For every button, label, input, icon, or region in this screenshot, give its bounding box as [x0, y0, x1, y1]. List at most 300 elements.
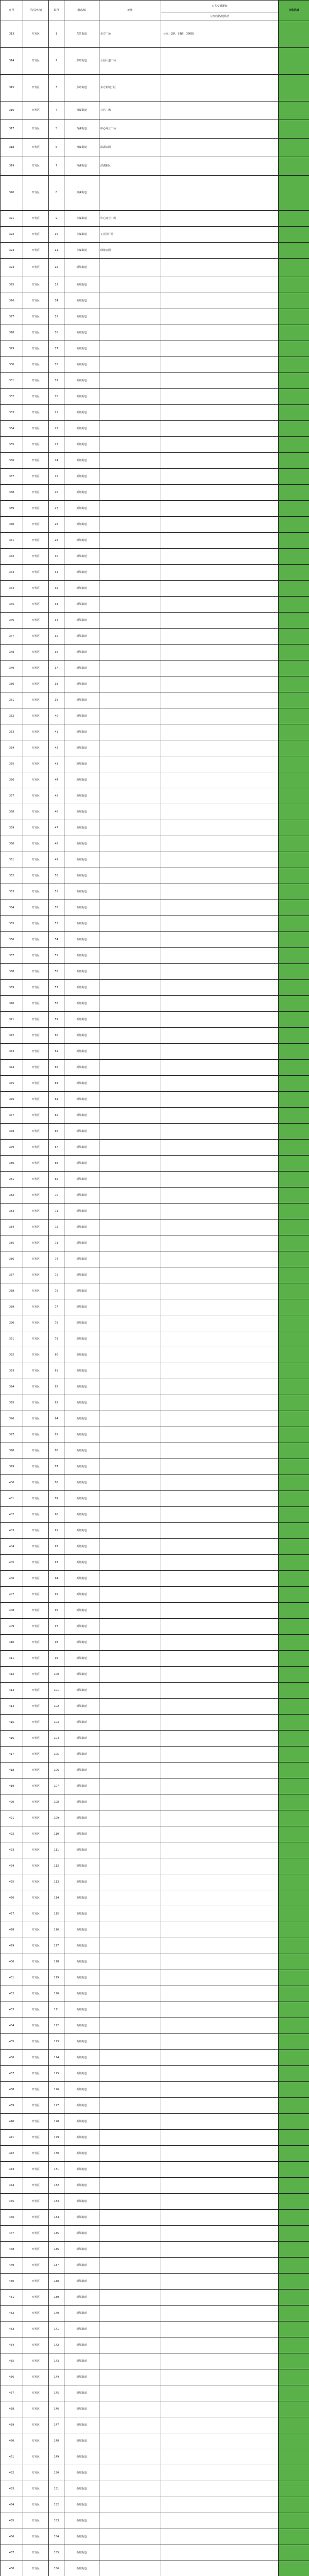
cell-select-area[interactable] — [279, 613, 309, 629]
cell-select-area[interactable] — [279, 1970, 309, 1986]
cell-select-area[interactable] — [279, 772, 309, 788]
cell-location — [99, 1842, 161, 1858]
cell-no: 97 — [49, 1619, 64, 1635]
cell-bus-lines — [161, 1172, 279, 1188]
cell-select-area[interactable] — [279, 1842, 309, 1858]
cell-select-area[interactable] — [279, 1731, 309, 1747]
cell-seq: 373 — [1, 1044, 23, 1060]
cell-location — [99, 259, 161, 277]
cell-select-area[interactable] — [279, 1251, 309, 1267]
cell-subdistrict: 新城街道 — [64, 1826, 99, 1842]
cell-district: 开发区 — [23, 1842, 49, 1858]
cell-select-area[interactable] — [279, 660, 309, 676]
cell-seq: 443 — [1, 2162, 23, 2178]
cell-select-area[interactable] — [279, 1778, 309, 1794]
cell-select-area[interactable] — [279, 1459, 309, 1475]
table-row — [1, 211, 309, 227]
cell-select-area[interactable] — [279, 2290, 309, 2306]
cell-select-area[interactable] — [279, 1315, 309, 1331]
cell-subdistrict: 新城街道 — [64, 788, 99, 804]
cell-select-area[interactable] — [279, 1651, 309, 1667]
cell-subdistrict: 新城街道 — [64, 2274, 99, 2290]
cell-seq: 334 — [1, 421, 23, 437]
cell-bus-lines — [161, 533, 279, 549]
cell-select-area[interactable] — [279, 2306, 309, 2321]
cell-select-area[interactable] — [279, 1219, 309, 1235]
cell-select-area[interactable] — [279, 1794, 309, 1810]
cell-select-area[interactable] — [279, 2561, 309, 2576]
table-row — [1, 884, 309, 900]
cell-select-area[interactable] — [279, 2513, 309, 2529]
cell-select-area[interactable] — [279, 1874, 309, 1890]
cell-district: 开发区 — [23, 1794, 49, 1810]
cell-select-area[interactable] — [279, 1108, 309, 1124]
cell-district: 开发区 — [23, 1156, 49, 1172]
cell-select-area[interactable] — [279, 1603, 309, 1619]
cell-select-area[interactable] — [279, 1411, 309, 1427]
cell-seq: 340 — [1, 517, 23, 533]
cell-select-area[interactable] — [279, 2130, 309, 2146]
cell-no: 66 — [49, 1124, 64, 1140]
table-row — [1, 2306, 309, 2321]
cell-select-area[interactable] — [279, 1299, 309, 1315]
cell-select-area[interactable] — [279, 1283, 309, 1299]
cell-seq: 414 — [1, 1699, 23, 1715]
cell-bus-lines — [161, 485, 279, 501]
cell-select-area[interactable] — [279, 1826, 309, 1842]
cell-select-area[interactable] — [279, 389, 309, 405]
cell-select-area[interactable] — [279, 932, 309, 948]
cell-location — [99, 2258, 161, 2274]
cell-select-area[interactable] — [279, 1204, 309, 1219]
cell-select-area[interactable] — [279, 21, 309, 48]
cell-select-area[interactable] — [279, 2034, 309, 2050]
table-row — [1, 1539, 309, 1555]
table-row — [1, 2369, 309, 2385]
cell-select-area[interactable] — [279, 2369, 309, 2385]
cell-select-area[interactable] — [279, 964, 309, 980]
cell-select-area[interactable] — [279, 2162, 309, 2178]
cell-select-area[interactable] — [279, 565, 309, 581]
cell-select-area[interactable] — [279, 2242, 309, 2258]
cell-select-area[interactable] — [279, 1954, 309, 1970]
cell-no: 69 — [49, 1172, 64, 1188]
cell-district: 开发区 — [23, 1363, 49, 1379]
cell-location — [99, 1172, 161, 1188]
cell-select-area[interactable] — [279, 2353, 309, 2369]
cell-seq: 369 — [1, 980, 23, 996]
cell-select-area[interactable] — [279, 868, 309, 884]
cell-select-area[interactable] — [279, 2002, 309, 2018]
cell-no: 35 — [49, 629, 64, 645]
table-row — [1, 485, 309, 501]
cell-select-area[interactable] — [279, 2178, 309, 2194]
cell-subdistrict: 新城街道 — [64, 485, 99, 501]
cell-select-area[interactable] — [279, 1012, 309, 1028]
cell-select-area[interactable] — [279, 2114, 309, 2130]
cell-bus-lines — [161, 868, 279, 884]
cell-select-area[interactable] — [279, 1635, 309, 1651]
cell-district: 开发区 — [23, 1571, 49, 1587]
cell-select-area[interactable] — [279, 2401, 309, 2417]
cell-select-area[interactable] — [279, 2545, 309, 2561]
cell-select-area[interactable] — [279, 373, 309, 389]
table-row — [1, 2481, 309, 2497]
cell-subdistrict: 新城街道 — [64, 1411, 99, 1427]
cell-no: 78 — [49, 1315, 64, 1331]
cell-select-area[interactable] — [279, 1858, 309, 1874]
cell-select-area[interactable] — [279, 1539, 309, 1555]
cell-select-area[interactable] — [279, 2018, 309, 2034]
cell-select-area[interactable] — [279, 421, 309, 437]
cell-location — [99, 1124, 161, 1140]
cell-select-area[interactable] — [279, 2194, 309, 2210]
cell-no: 155 — [49, 2545, 64, 2561]
cell-select-area[interactable] — [279, 1747, 309, 1762]
cell-select-area[interactable] — [279, 852, 309, 868]
cell-subdistrict: 新城街道 — [64, 2098, 99, 2114]
cell-select-area[interactable] — [279, 1667, 309, 1683]
cell-select-area[interactable] — [279, 405, 309, 421]
cell-select-area[interactable] — [279, 1571, 309, 1587]
cell-district: 开发区 — [23, 1172, 49, 1188]
cell-bus-lines — [161, 1587, 279, 1603]
cell-select-area[interactable] — [279, 1762, 309, 1778]
cell-select-area[interactable] — [279, 120, 309, 139]
cell-district: 开发区 — [23, 2529, 49, 2545]
cell-select-area[interactable] — [279, 2210, 309, 2226]
cell-no: 59 — [49, 1012, 64, 1028]
cell-seq: 383 — [1, 1204, 23, 1219]
cell-select-area[interactable] — [279, 176, 309, 211]
cell-subdistrict: 新城街道 — [64, 1555, 99, 1571]
cell-select-area[interactable] — [279, 211, 309, 227]
table-row — [1, 996, 309, 1012]
cell-select-area[interactable] — [279, 293, 309, 309]
cell-location — [99, 740, 161, 756]
cell-select-area[interactable] — [279, 1267, 309, 1283]
cell-select-area[interactable] — [279, 277, 309, 293]
cell-no: 82 — [49, 1379, 64, 1395]
cell-select-area[interactable] — [279, 900, 309, 916]
cell-select-area[interactable] — [279, 437, 309, 453]
table-row — [1, 788, 309, 804]
cell-select-area[interactable] — [279, 75, 309, 101]
cell-no: 91 — [49, 1523, 64, 1539]
cell-select-area[interactable] — [279, 1906, 309, 1922]
cell-select-area[interactable] — [279, 549, 309, 565]
cell-select-area[interactable] — [279, 1810, 309, 1826]
cell-select-area[interactable] — [279, 724, 309, 740]
cell-select-area[interactable] — [279, 1379, 309, 1395]
cell-bus-lines — [161, 1395, 279, 1411]
cell-location — [99, 1491, 161, 1507]
cell-select-area[interactable] — [279, 1986, 309, 2002]
cell-district: 开发区 — [23, 1747, 49, 1762]
cell-seq: 366 — [1, 932, 23, 948]
cell-select-area[interactable] — [279, 2497, 309, 2513]
cell-select-area[interactable] — [279, 836, 309, 852]
cell-bus-lines — [161, 948, 279, 964]
cell-select-area[interactable] — [279, 1235, 309, 1251]
cell-select-area[interactable] — [279, 1156, 309, 1172]
cell-select-area[interactable] — [279, 1044, 309, 1060]
cell-select-area[interactable] — [279, 2226, 309, 2242]
cell-no: 6 — [49, 139, 64, 157]
cell-select-area[interactable] — [279, 2337, 309, 2353]
cell-select-area[interactable] — [279, 2146, 309, 2162]
cell-bus-lines — [161, 980, 279, 996]
cell-select-area[interactable] — [279, 48, 309, 75]
cell-select-area[interactable] — [279, 1683, 309, 1699]
cell-select-area[interactable] — [279, 227, 309, 243]
cell-select-area[interactable] — [279, 2529, 309, 2545]
cell-select-area[interactable] — [279, 1347, 309, 1363]
cell-location — [99, 2274, 161, 2290]
cell-district: 开发区 — [23, 1810, 49, 1826]
cell-no: 143 — [49, 2353, 64, 2369]
cell-select-area[interactable] — [279, 1028, 309, 1044]
cell-no: 93 — [49, 1555, 64, 1571]
cell-select-area[interactable] — [279, 501, 309, 517]
table-row — [1, 277, 309, 293]
cell-bus-lines — [161, 2417, 279, 2433]
cell-seq: 313 — [1, 21, 23, 48]
cell-select-area[interactable] — [279, 820, 309, 836]
cell-select-area[interactable] — [279, 1715, 309, 1731]
cell-select-area[interactable] — [279, 1491, 309, 1507]
cell-select-area[interactable] — [279, 2449, 309, 2465]
cell-select-area[interactable] — [279, 341, 309, 357]
cell-bus-lines — [161, 2210, 279, 2226]
cell-district: 开发区 — [23, 120, 49, 139]
cell-bus-lines — [161, 1331, 279, 1347]
cell-location — [99, 1267, 161, 1283]
table-row — [1, 772, 309, 788]
cell-select-area[interactable] — [279, 2417, 309, 2433]
header-bus-group: 公共交通配套 — [161, 1, 279, 12]
header-seq: 序号 — [1, 1, 23, 21]
cell-subdistrict: 新城街道 — [64, 1603, 99, 1619]
cell-bus-lines — [161, 1794, 279, 1810]
cell-select-area[interactable] — [279, 2082, 309, 2098]
cell-select-area[interactable] — [279, 916, 309, 932]
cell-select-area[interactable] — [279, 517, 309, 533]
cell-select-area[interactable] — [279, 101, 309, 120]
cell-select-area[interactable] — [279, 948, 309, 964]
cell-district: 开发区 — [23, 293, 49, 309]
cell-location — [99, 692, 161, 708]
cell-select-area[interactable] — [279, 157, 309, 176]
cell-location — [99, 373, 161, 389]
cell-bus-lines — [161, 1747, 279, 1762]
cell-subdistrict: 新城街道 — [64, 2561, 99, 2576]
cell-bus-lines — [161, 1858, 279, 1874]
cell-bus-lines — [161, 1108, 279, 1124]
cell-select-area[interactable] — [279, 1938, 309, 1954]
cell-seq: 359 — [1, 820, 23, 836]
cell-select-area[interactable] — [279, 2385, 309, 2401]
cell-location — [99, 916, 161, 932]
cell-subdistrict: 新城街道 — [64, 325, 99, 341]
cell-district: 开发区 — [23, 613, 49, 629]
cell-subdistrict: 新城街道 — [64, 964, 99, 980]
cell-seq: 427 — [1, 1906, 23, 1922]
cell-no: 17 — [49, 341, 64, 357]
cell-select-area[interactable] — [279, 788, 309, 804]
cell-select-area[interactable] — [279, 1188, 309, 1204]
cell-select-area[interactable] — [279, 2321, 309, 2337]
cell-seq: 331 — [1, 373, 23, 389]
cell-seq: 449 — [1, 2258, 23, 2274]
cell-subdistrict: 新城街道 — [64, 613, 99, 629]
table-row — [1, 120, 309, 139]
cell-select-area[interactable] — [279, 581, 309, 597]
cell-select-area[interactable] — [279, 804, 309, 820]
cell-select-area[interactable] — [279, 259, 309, 277]
cell-select-area[interactable] — [279, 1922, 309, 1938]
cell-no: 29 — [49, 533, 64, 549]
cell-select-area[interactable] — [279, 884, 309, 900]
cell-select-area[interactable] — [279, 1395, 309, 1411]
cell-location — [99, 2561, 161, 2576]
cell-subdistrict: 新城街道 — [64, 708, 99, 724]
cell-seq: 413 — [1, 1683, 23, 1699]
cell-subdistrict: 新城街道 — [64, 756, 99, 772]
cell-no: 62 — [49, 1060, 64, 1076]
cell-location — [99, 549, 161, 565]
cell-select-area[interactable] — [279, 453, 309, 469]
cell-district: 开发区 — [23, 2226, 49, 2242]
cell-location — [99, 2321, 161, 2337]
cell-select-area[interactable] — [279, 243, 309, 259]
cell-seq: 408 — [1, 1603, 23, 1619]
cell-district: 开发区 — [23, 964, 49, 980]
cell-bus-lines — [161, 1810, 279, 1826]
cell-no: 156 — [49, 2561, 64, 2576]
cell-select-area[interactable] — [279, 756, 309, 772]
cell-select-area[interactable] — [279, 1507, 309, 1523]
cell-select-area[interactable] — [279, 485, 309, 501]
cell-location — [99, 2162, 161, 2178]
cell-select-area[interactable] — [279, 1124, 309, 1140]
cell-select-area[interactable] — [279, 1092, 309, 1108]
cell-select-area[interactable] — [279, 1587, 309, 1603]
cell-select-area[interactable] — [279, 1076, 309, 1092]
cell-subdistrict: 新城街道 — [64, 1699, 99, 1715]
cell-select-area[interactable] — [279, 645, 309, 660]
cell-select-area[interactable] — [279, 357, 309, 373]
cell-district: 开发区 — [23, 1970, 49, 1986]
cell-select-area[interactable] — [279, 1363, 309, 1379]
cell-district: 开发区 — [23, 2481, 49, 2497]
cell-select-area[interactable] — [279, 1523, 309, 1539]
cell-select-area[interactable] — [279, 139, 309, 157]
cell-bus-lines — [161, 1970, 279, 1986]
cell-no: 8 — [49, 176, 64, 211]
cell-district: 开发区 — [23, 1890, 49, 1906]
cell-select-area[interactable] — [279, 1475, 309, 1491]
cell-select-area[interactable] — [279, 1699, 309, 1715]
cell-subdistrict: 新城街道 — [64, 2018, 99, 2034]
cell-select-area[interactable] — [279, 533, 309, 549]
cell-select-area[interactable] — [279, 1331, 309, 1347]
cell-no: 108 — [49, 1794, 64, 1810]
cell-select-area[interactable] — [279, 597, 309, 613]
cell-district: 开发区 — [23, 357, 49, 373]
table-row — [1, 1810, 309, 1826]
cell-no: 19 — [49, 373, 64, 389]
cell-location — [99, 469, 161, 485]
cell-select-area[interactable] — [279, 2481, 309, 2497]
cell-district: 开发区 — [23, 277, 49, 293]
cell-select-area[interactable] — [279, 1172, 309, 1188]
cell-select-area[interactable] — [279, 980, 309, 996]
table-row — [1, 932, 309, 948]
cell-location — [99, 176, 161, 211]
cell-select-area[interactable] — [279, 1427, 309, 1443]
cell-subdistrict: 新城街道 — [64, 1970, 99, 1986]
cell-select-area[interactable] — [279, 1555, 309, 1571]
cell-select-area[interactable] — [279, 2433, 309, 2449]
cell-seq: 389 — [1, 1299, 23, 1315]
cell-select-area[interactable] — [279, 2050, 309, 2066]
table-row — [1, 1954, 309, 1970]
cell-select-area[interactable] — [279, 2465, 309, 2481]
cell-select-area[interactable] — [279, 676, 309, 692]
cell-district: 开发区 — [23, 2130, 49, 2146]
table-row — [1, 916, 309, 932]
cell-subdistrict: 新城街道 — [64, 1331, 99, 1347]
table-row — [1, 2465, 309, 2481]
cell-seq: 337 — [1, 469, 23, 485]
cell-select-area[interactable] — [279, 2258, 309, 2274]
cell-select-area[interactable] — [279, 1890, 309, 1906]
cell-bus-lines — [161, 2545, 279, 2561]
table-row — [1, 1587, 309, 1603]
cell-select-area[interactable] — [279, 629, 309, 645]
cell-seq: 325 — [1, 277, 23, 293]
cell-seq: 429 — [1, 1938, 23, 1954]
cell-seq: 336 — [1, 453, 23, 469]
cell-subdistrict: 新城街道 — [64, 1076, 99, 1092]
cell-location — [99, 1731, 161, 1747]
cell-select-area[interactable] — [279, 1443, 309, 1459]
cell-seq: 364 — [1, 900, 23, 916]
cell-seq: 350 — [1, 676, 23, 692]
cell-select-area[interactable] — [279, 1140, 309, 1156]
cell-bus-lines — [161, 1731, 279, 1747]
cell-select-area[interactable] — [279, 740, 309, 756]
cell-select-area[interactable] — [279, 2274, 309, 2290]
cell-select-area[interactable] — [279, 309, 309, 325]
cell-select-area[interactable] — [279, 325, 309, 341]
cell-select-area[interactable] — [279, 1619, 309, 1635]
table-row — [1, 1986, 309, 2002]
cell-select-area[interactable] — [279, 692, 309, 708]
cell-select-area[interactable] — [279, 1060, 309, 1076]
cell-location — [99, 2497, 161, 2513]
table-row — [1, 1747, 309, 1762]
cell-select-area[interactable] — [279, 469, 309, 485]
cell-select-area[interactable] — [279, 2098, 309, 2114]
cell-select-area[interactable] — [279, 996, 309, 1012]
cell-bus-lines — [161, 2002, 279, 2018]
cell-select-area[interactable] — [279, 708, 309, 724]
cell-bus-lines — [161, 692, 279, 708]
cell-select-area[interactable] — [279, 2066, 309, 2082]
cell-district: 开发区 — [23, 980, 49, 996]
